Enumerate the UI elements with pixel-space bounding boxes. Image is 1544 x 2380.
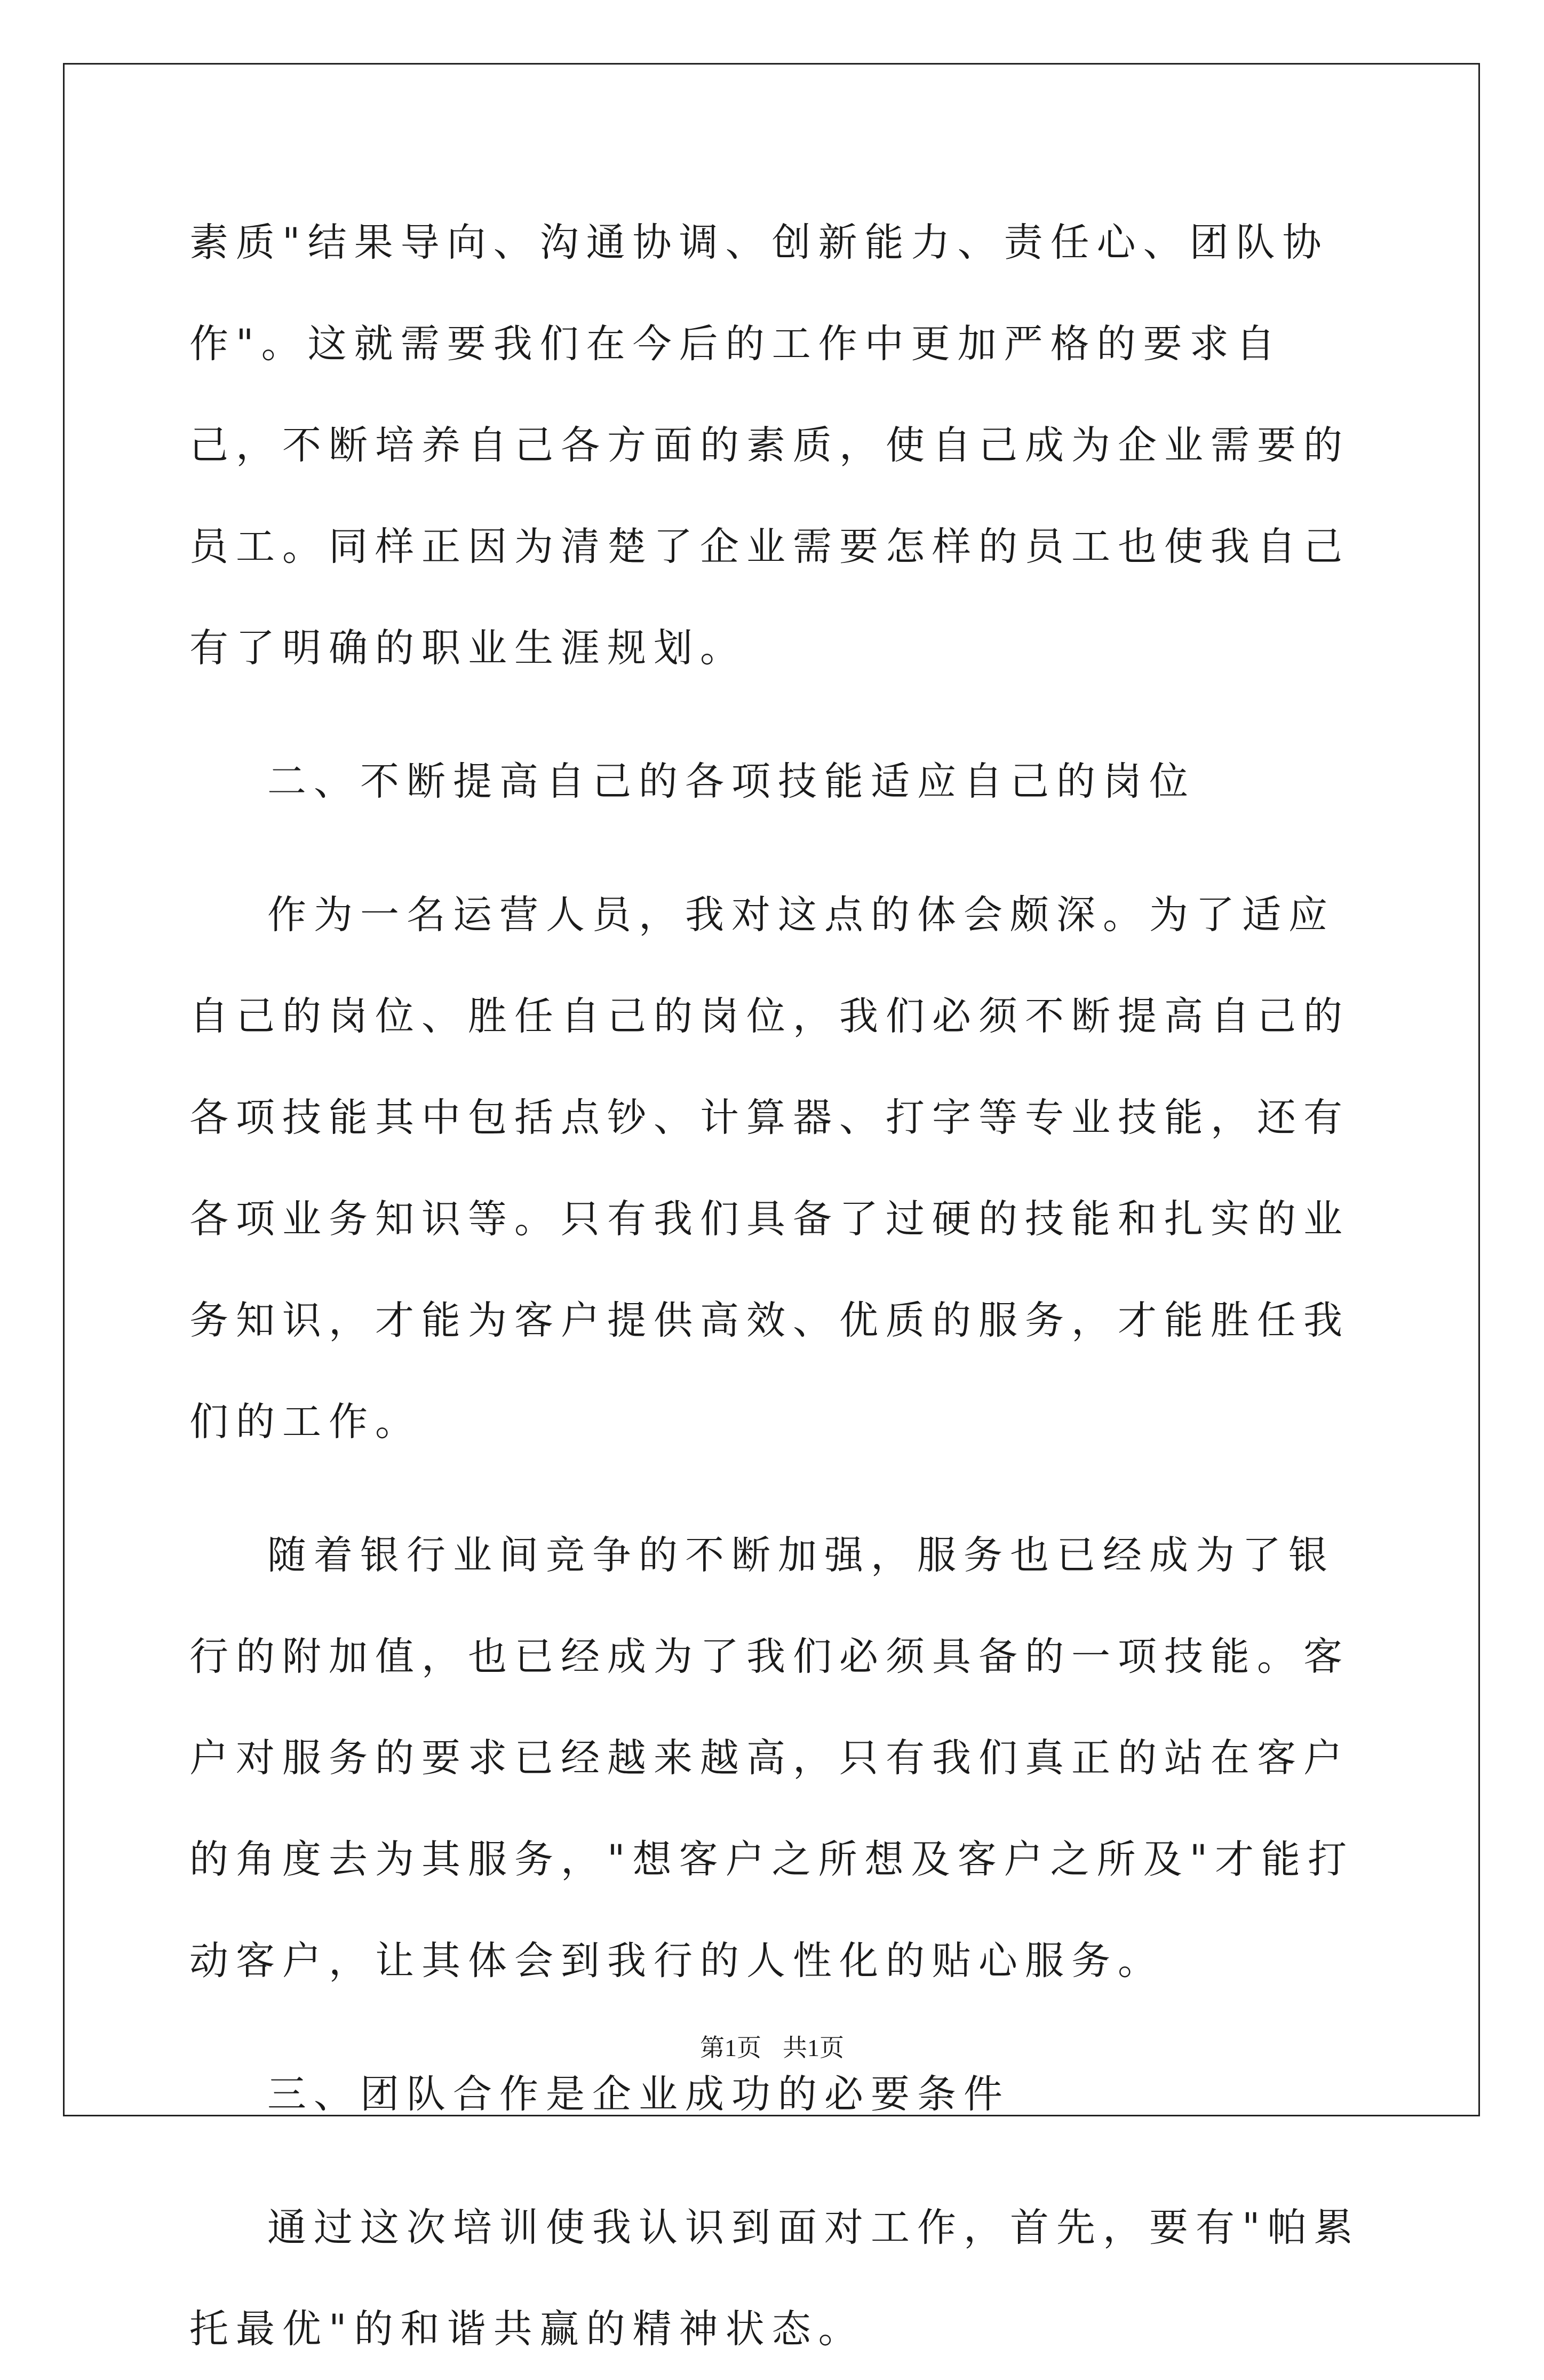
page-total: 共1页 [783,2034,844,2061]
paragraph-teamwork: 通过这次培训使我认识到面对工作，首先，要有"帕累托最优"的和谐共赢的精神状态。 [189,2205,1360,2352]
section-heading-3: 三、团队合作是企业成功的必要条件 [267,2072,1010,2117]
page-footer [0,2032,1544,2064]
page-number: 第1页 [700,2034,761,2061]
paragraph-continuation: 素质"结果导向、沟通协调、创新能力、责任心、团队协作"。这就需要我们在今后的工作中更加严格的要求自己，不断培养自己各方面的素质，使自己成为企业需要的员工。同样正因为清楚了企业需要怎样的员工也使我自己有了明确的职业生涯规划。 [189,220,1350,671]
paragraph-skills: 作为一名运营人员，我对这点的体会颇深。为了适应自己的岗位、胜任自己的岗位，我们必须不断提高自己的各项技能其中包括点钞、计算器、打字等专业技能，还有各项业务知识等。只有我们具备了过硬的技能和扎实的业务知识，才能为客户提供高效、优质的服务，才能胜任我们的工作。 [189,892,1350,1445]
paragraph-service: 随着银行业间竞争的不断加强，服务也已经成为了银行的附加值，也已经成为了我们必须具备的一项技能。客户对服务的要求已经越来越高，只有我们真正的站在客户的角度去为其服务，"想客户之所想及客户之所及"才能打动客户，让其体会到我行的人性化的贴心服务。 [189,1533,1355,1984]
section-heading-2: 二、不断提高自己的各项技能适应自己的岗位 [267,759,1196,804]
